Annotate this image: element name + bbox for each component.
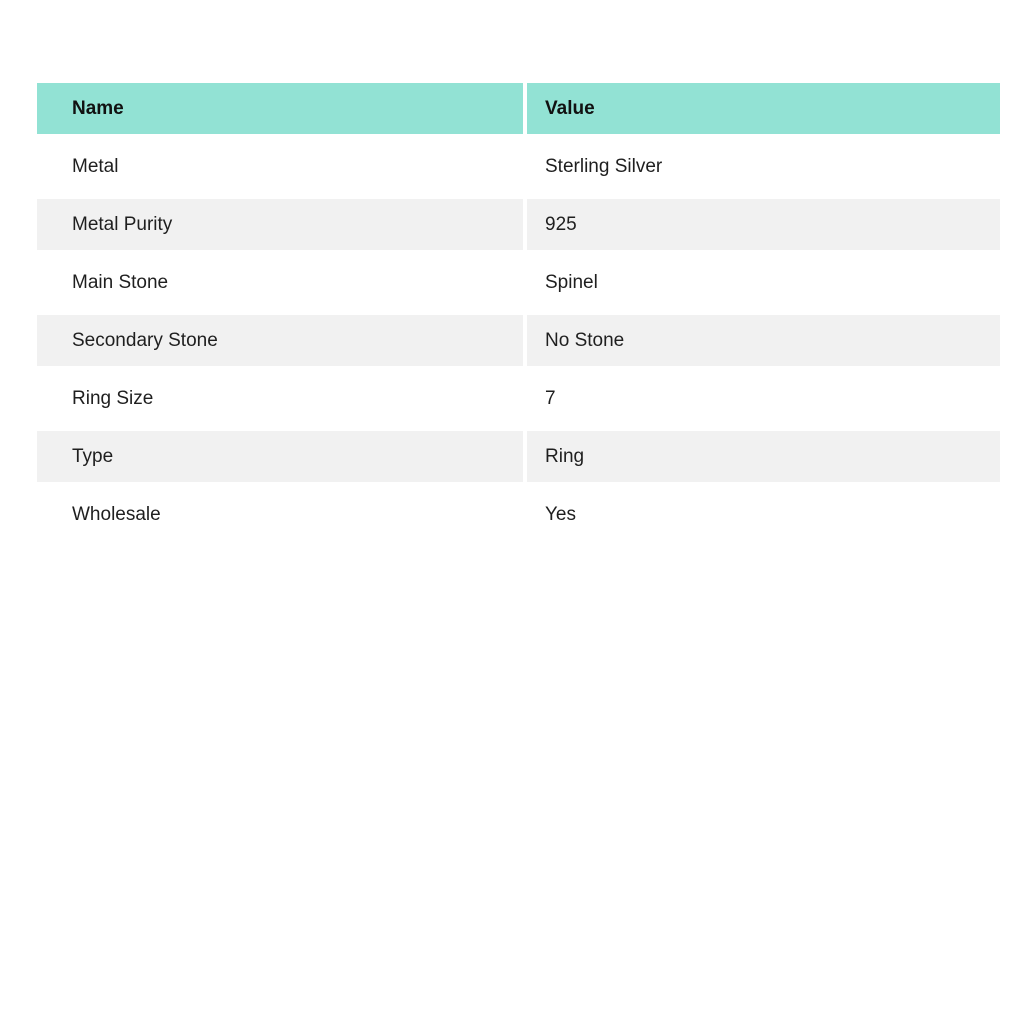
row-value-cell: Ring [527, 431, 1000, 482]
header-cell-name: Name [37, 83, 523, 134]
product-attributes-table [37, 83, 1000, 540]
table-row [37, 431, 1000, 482]
row-name-cell: Main Stone [72, 271, 169, 293]
table-row [37, 315, 1000, 366]
row-name-cell: Type [37, 431, 523, 482]
row-value-cell: 925 [527, 199, 1000, 250]
table-row [37, 489, 1000, 540]
row-name-cell: Ring Size [72, 387, 154, 409]
row-name-cell: Secondary Stone [37, 315, 523, 366]
row-value-cell: Spinel [545, 271, 598, 293]
row-name-cell: Wholesale [72, 503, 161, 525]
table-row [37, 257, 1000, 308]
header-cell-value: Value [527, 83, 1000, 134]
row-name-cell: Metal [72, 155, 119, 177]
table-header-row [37, 83, 1000, 134]
table-row [37, 373, 1000, 424]
row-value-cell: No Stone [527, 315, 1000, 366]
row-value-cell: Sterling Silver [545, 155, 663, 177]
row-value-cell: 7 [545, 387, 556, 409]
row-value-cell: Yes [545, 503, 576, 525]
row-name-cell: Metal Purity [37, 199, 523, 250]
table-row [37, 141, 1000, 192]
table-row [37, 199, 1000, 250]
